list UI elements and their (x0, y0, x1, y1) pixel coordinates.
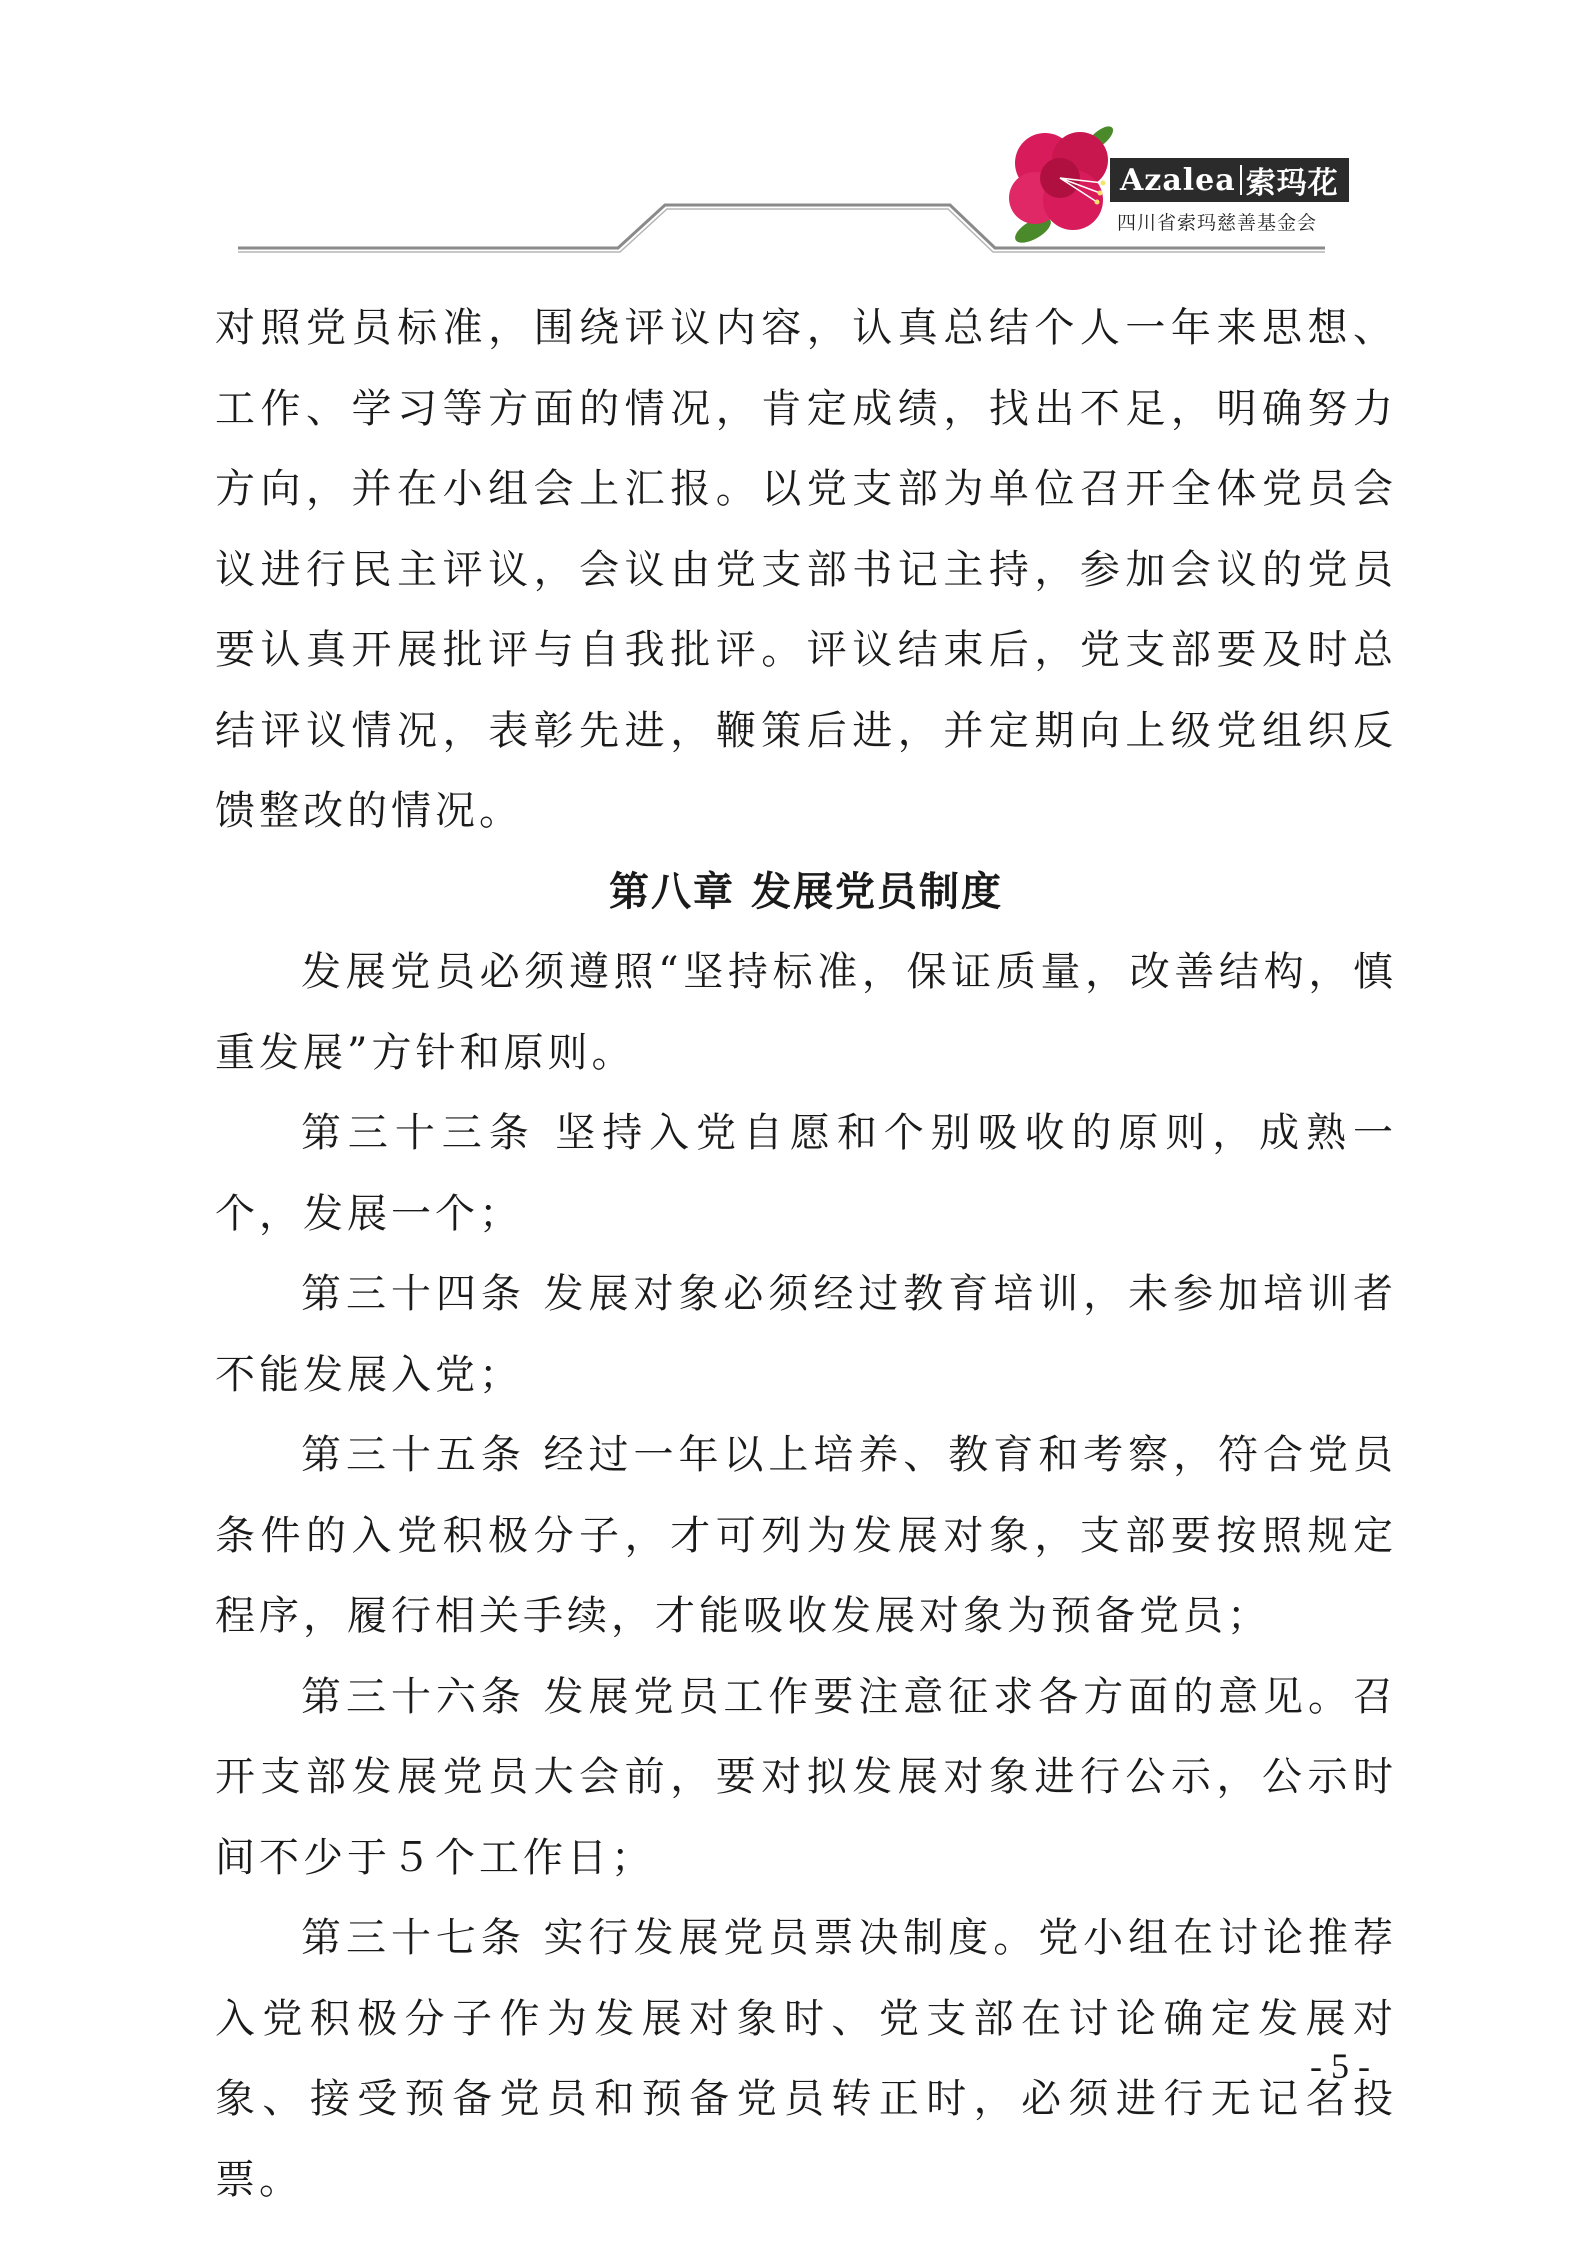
foundation-logo (1005, 118, 1339, 248)
page-header (0, 0, 1587, 260)
document-body (215, 288, 1397, 2220)
logo-subtitle: 四川省索玛慈善基金会 (1117, 212, 1318, 234)
article-36: 第三十六条 发展党员工作要注意征求各方面的意见。召开支部发展党员大会前，要对拟发展对象进行公示，公示时间不少于５个工作日； (215, 1673, 1397, 1881)
article-34: 第三十四条 发展对象必须经过教育培训，未参加培训者不能发展入党； (215, 1271, 1397, 1398)
logo-name-box (1110, 158, 1349, 202)
logo-name-separator (1240, 165, 1242, 195)
article-33: 第三十三条 坚持入党自愿和个别吸收的原则，成熟一个，发展一个； (215, 1110, 1397, 1237)
article-35: 第三十五条 经过一年以上培养、教育和考察，符合党员条件的入党积极分子，才可列为发展对象，支部要按照规定程序，履行相关手续，才能吸收发展对象为预备党员； (215, 1432, 1397, 1639)
chapter-intro: 发展党员必须遵照“坚持标准，保证质量，改善结构，慎重发展”方针和原则。 (215, 949, 1397, 1076)
article-37: 第三十七条 实行发展党员票决制度。党小组在讨论推荐入党积极分子作为发展对象时、党支部在讨论确定发展对象、接受预备党员和预备党员转正时，必须进行无记名投票。 (215, 1915, 1397, 2203)
logo-name-latin: Azalea (1120, 162, 1236, 198)
azalea-flower-icon (1005, 118, 1125, 248)
chapter-title: 第八章 发展党员制度 (609, 868, 1003, 915)
logo-name-cn: 索玛花 (1245, 166, 1339, 201)
header-rule-line (0, 0, 1587, 260)
paragraph-continued: 对照党员标准，围绕评议内容，认真总结个人一年来思想、工作、学习等方面的情况，肯定成绩，找出不足，明确努力方向，并在小组会上汇报。以党支部为单位召开全体党员会议进行民主评议，会议由党支部书记主持，参加会议的党员要认真开展批评与自我批评。评议结束后，党支部要及时总结评议情况，表彰先进，鞭策后进，并定期向上级党组织反馈整改的情况。 (215, 305, 1397, 834)
page-number: - 5 - (1310, 2046, 1370, 2086)
